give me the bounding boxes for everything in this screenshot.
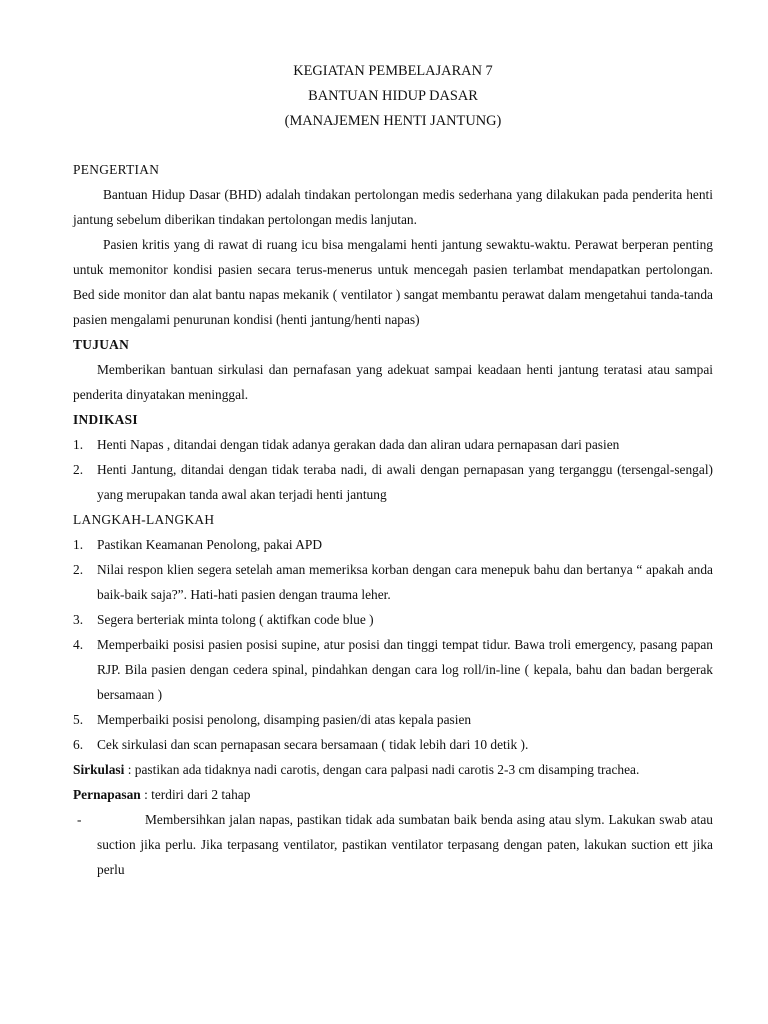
list-item bbox=[73, 607, 713, 632]
dash-bullet: - bbox=[77, 812, 82, 827]
list-item-text: Henti Napas , ditandai dengan tidak adanya gerakan dada dan aliran udara pernapasan dari pasien bbox=[97, 437, 620, 452]
paragraph-pengertian-1: Bantuan Hidup Dasar (BHD) adalah tindakan pertolongan medis sederhana yang dilakukan pada penderita henti jantung sebelum diberikan tindakan pertolongan medis lanjutan. bbox=[73, 187, 713, 227]
list-item bbox=[73, 432, 713, 457]
document-title: KEGIATAN PEMBELAJARAN 7 bbox=[293, 63, 493, 79]
step-first-word: Membersihkan bbox=[145, 812, 226, 827]
list-item bbox=[73, 557, 713, 607]
list-item bbox=[73, 732, 713, 757]
list-number: 2. bbox=[73, 562, 84, 577]
title-block bbox=[73, 59, 713, 134]
document-subtitle-paren: (MANAJEMEN HENTI JANTUNG) bbox=[284, 113, 502, 129]
document-body bbox=[73, 59, 713, 882]
sirkulasi-paragraph bbox=[73, 757, 713, 782]
list-item-text: Pastikan Keamanan Penolong, pakai APD bbox=[97, 537, 322, 552]
list-item-text: Cek sirkulasi dan scan pernapasan secara bersamaan ( tidak lebih dari 10 detik ). bbox=[97, 737, 529, 752]
document-subtitle: BANTUAN HIDUP DASAR bbox=[308, 88, 478, 104]
list-item-text: Henti Jantung, ditandai dengan tidak teraba nadi, di awali dengan pernapasan yang terganggu (tersengal-sengal) yang merupakan tanda awal akan terjadi henti jantung bbox=[97, 462, 713, 502]
paragraph-tujuan: Memberikan bantuan sirkulasi dan pernafasan yang adekuat sampai keadaan henti jantung teratasi atau sampai penderita dinyatakan meninggal. bbox=[73, 362, 713, 402]
list-item bbox=[73, 532, 713, 557]
list-item-text: Segera berteriak minta tolong ( aktifkan code blue ) bbox=[97, 612, 374, 627]
step-text: jalan napas, pastikan tidak ada sumbatan baik benda asing atau slym. Lakukan swab atau suction jika perlu. Jika terpasang ventilator, pastikan ventilator terpasang dengan paten, lakukan suction ett jika perlu bbox=[97, 812, 713, 877]
list-number: 6. bbox=[73, 737, 84, 752]
list-item bbox=[73, 457, 713, 507]
langkah-list bbox=[73, 532, 713, 757]
heading-pengertian: PENGERTIAN bbox=[73, 162, 160, 177]
list-number: 1. bbox=[73, 537, 84, 552]
list-item bbox=[73, 632, 713, 707]
list-number: 5. bbox=[73, 712, 84, 727]
list-item-text: Memperbaiki posisi pasien posisi supine, atur posisi dan tinggi tempat tidur. Bawa troli emergency, pasang papan RJP. Bila pasien dengan cedera spinal, pindahkan dengan cara log roll/in-line ( kepala, bahu dan badan bergerak bersamaan ) bbox=[97, 637, 713, 702]
pernapasan-text: : terdiri dari 2 tahap bbox=[140, 787, 251, 802]
sirkulasi-label: Sirkulasi bbox=[73, 762, 125, 777]
list-item-text: Nilai respon klien segera setelah aman memeriksa korban dengan cara menepuk bahu dan bertanya “ apakah anda baik-baik saja?”. Hati-hati pasien dengan trauma leher. bbox=[97, 562, 713, 602]
sirkulasi-text: : pastikan ada tidaknya nadi carotis, dengan cara palpasi nadi carotis 2-3 cm disamping trachea. bbox=[124, 762, 640, 777]
list-number: 1. bbox=[73, 437, 84, 452]
list-item-text: Memperbaiki posisi penolong, disamping pasien/di atas kepala pasien bbox=[97, 712, 472, 727]
list-number: 2. bbox=[73, 462, 84, 477]
pernapasan-step bbox=[73, 807, 713, 882]
paragraph-pengertian-2: Pasien kritis yang di rawat di ruang icu bisa mengalami henti jantung sewaktu-waktu. Perawat berperan penting untuk memonitor kondisi pasien secara terus-menerus untuk mencegah pasien terlambat mendapatkan pertolongan. Bed side monitor dan alat bantu napas mekanik ( ventilator ) sangat membantu perawat dalam mengetahui tanda-tanda pasien mengalami penurunan kondisi (henti jantung/henti napas) bbox=[73, 237, 713, 327]
indikasi-list bbox=[73, 432, 713, 507]
heading-tujuan: TUJUAN bbox=[73, 337, 130, 352]
list-number: 4. bbox=[73, 637, 84, 652]
list-number: 3. bbox=[73, 612, 84, 627]
heading-indikasi: INDIKASI bbox=[73, 412, 138, 427]
pernapasan-paragraph bbox=[73, 782, 713, 807]
pernapasan-label: Pernapasan bbox=[73, 787, 141, 802]
heading-langkah: LANGKAH-LANGKAH bbox=[73, 512, 215, 527]
list-item bbox=[73, 707, 713, 732]
